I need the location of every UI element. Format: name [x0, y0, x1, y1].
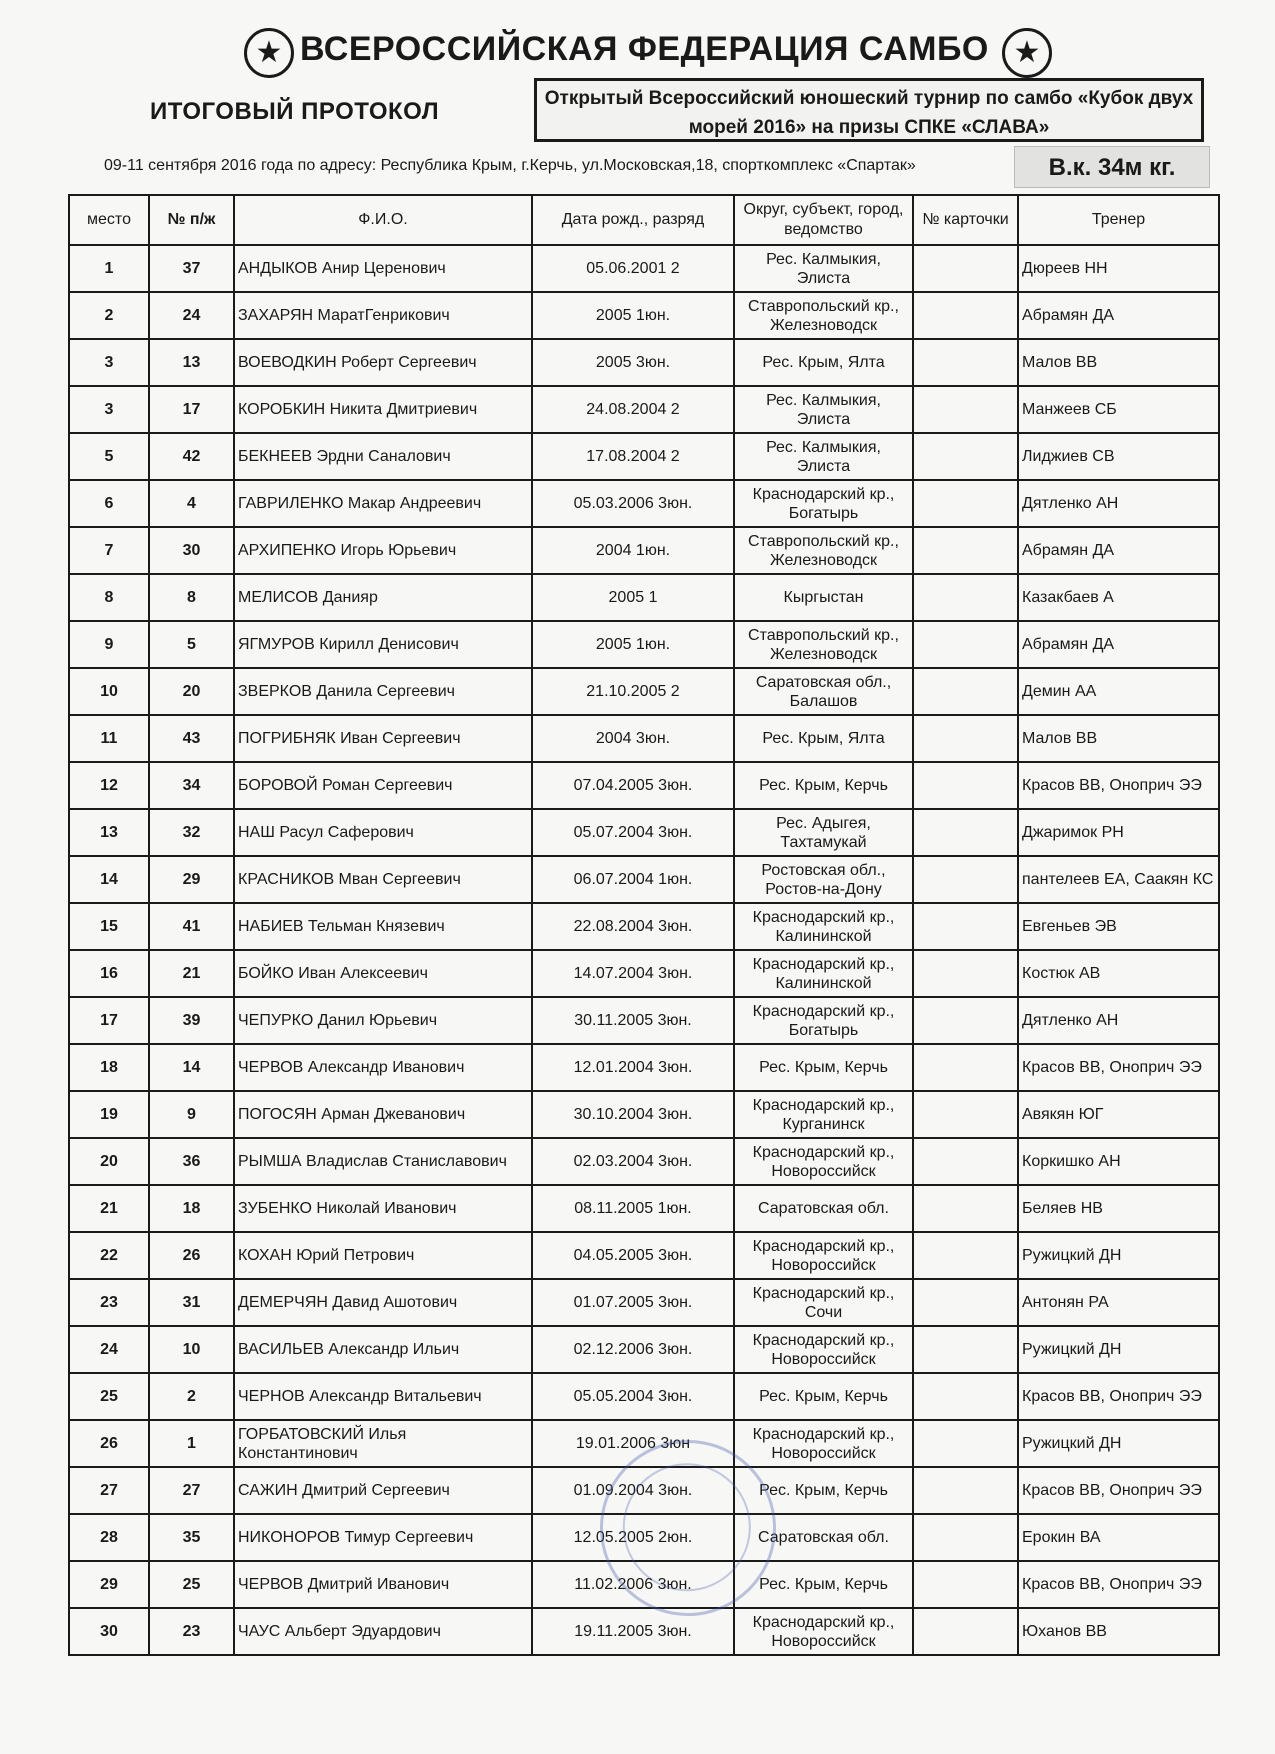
cell-num: 42	[149, 433, 234, 480]
cell-birth: 14.07.2004 3юн.	[532, 950, 734, 997]
cell-coach: Ружицкий ДН	[1018, 1326, 1219, 1373]
cell-birth: 2005 1	[532, 574, 734, 621]
cell-card	[913, 621, 1018, 668]
cell-num: 39	[149, 997, 234, 1044]
cell-name: ГАВРИЛЕНКО Макар Андреевич	[234, 480, 532, 527]
cell-num: 20	[149, 668, 234, 715]
cell-card	[913, 950, 1018, 997]
cell-place: 26	[69, 1420, 149, 1467]
table-row	[69, 339, 1219, 386]
cell-region: Рес. Крым, Керчь	[734, 762, 913, 809]
weight-category: В.к. 34м кг.	[1014, 146, 1210, 188]
cell-place: 28	[69, 1514, 149, 1561]
table-row	[69, 245, 1219, 292]
cell-coach: Лиджиев СВ	[1018, 433, 1219, 480]
cell-coach: Антонян РА	[1018, 1279, 1219, 1326]
cell-card	[913, 1091, 1018, 1138]
cell-num: 4	[149, 480, 234, 527]
cell-card	[913, 668, 1018, 715]
cell-place: 10	[69, 668, 149, 715]
cell-name: ЧЕПУРКО Данил Юрьевич	[234, 997, 532, 1044]
cell-card	[913, 1420, 1018, 1467]
cell-name: ПОГРИБНЯК Иван Сергеевич	[234, 715, 532, 762]
cell-region: Краснодарский кр., Новороссийск	[734, 1326, 913, 1373]
cell-region: Рес. Крым, Керчь	[734, 1044, 913, 1091]
table-row	[69, 809, 1219, 856]
cell-birth: 04.05.2005 3юн.	[532, 1232, 734, 1279]
cell-birth: 17.08.2004 2	[532, 433, 734, 480]
cell-birth: 2004 1юн.	[532, 527, 734, 574]
cell-coach: Коркишко АН	[1018, 1138, 1219, 1185]
table-row	[69, 1091, 1219, 1138]
table-row	[69, 1138, 1219, 1185]
cell-num: 25	[149, 1561, 234, 1608]
cell-card	[913, 292, 1018, 339]
cell-name: ПОГОСЯН Арман Джеванович	[234, 1091, 532, 1138]
cell-name: ЧЕРВОВ Александр Иванович	[234, 1044, 532, 1091]
cell-name: НАШ Расул Сaферович	[234, 809, 532, 856]
federation-title: ВСЕРОССИЙСКАЯ ФЕДЕРАЦИЯ САМБО	[300, 30, 989, 68]
cell-birth: 06.07.2004 1юн.	[532, 856, 734, 903]
cell-card	[913, 1608, 1018, 1655]
cell-name: ЧЕРНОВ Александр Витальевич	[234, 1373, 532, 1420]
cell-region: Краснодарский кр., Новороссийск	[734, 1232, 913, 1279]
cell-place: 9	[69, 621, 149, 668]
cell-coach: Абрамян ДА	[1018, 527, 1219, 574]
cell-name: БОЙКО Иван Алексеевич	[234, 950, 532, 997]
cell-name: РЫМША Владислав Станиславович	[234, 1138, 532, 1185]
cell-name: ЧАУС Альберт Эдуардович	[234, 1608, 532, 1655]
cell-coach: Демин АА	[1018, 668, 1219, 715]
cell-card	[913, 1279, 1018, 1326]
cell-birth: 07.04.2005 3юн.	[532, 762, 734, 809]
cell-region: Рес. Адыгея, Тахтамукай	[734, 809, 913, 856]
cell-card	[913, 1326, 1018, 1373]
table-row	[69, 1185, 1219, 1232]
cell-card	[913, 856, 1018, 903]
cell-coach: Дятленко АН	[1018, 480, 1219, 527]
cell-region: Краснодарский кр., Новороссийск	[734, 1608, 913, 1655]
cell-num: 18	[149, 1185, 234, 1232]
tournament-line: морей 2016» на призы СПКЕ «СЛАВА»	[688, 117, 1050, 138]
cell-coach: Евгеньев ЭВ	[1018, 903, 1219, 950]
cell-coach: Абрамян ДА	[1018, 292, 1219, 339]
cell-coach: Ружицкий ДН	[1018, 1420, 1219, 1467]
cell-birth: 21.10.2005 2	[532, 668, 734, 715]
cell-place: 15	[69, 903, 149, 950]
cell-place: 7	[69, 527, 149, 574]
cell-place: 5	[69, 433, 149, 480]
cell-place: 19	[69, 1091, 149, 1138]
cell-card	[913, 1373, 1018, 1420]
cell-birth: 11.02.2006 3юн.	[532, 1561, 734, 1608]
cell-region: Рес. Крым, Керчь	[734, 1373, 913, 1420]
cell-card	[913, 245, 1018, 292]
cell-card	[913, 762, 1018, 809]
cell-num: 34	[149, 762, 234, 809]
cell-region: Ставропольский кр., Железноводск	[734, 621, 913, 668]
cell-birth: 2004 3юн.	[532, 715, 734, 762]
cell-card	[913, 1138, 1018, 1185]
cell-place: 13	[69, 809, 149, 856]
cell-coach: Казакбаев А	[1018, 574, 1219, 621]
cell-place: 1	[69, 245, 149, 292]
cell-card	[913, 574, 1018, 621]
cell-coach: Абрамян ДА	[1018, 621, 1219, 668]
cell-num: 37	[149, 245, 234, 292]
cell-birth: 08.11.2005 1юн.	[532, 1185, 734, 1232]
cell-region: Краснодарский кр., Новороссийск	[734, 1138, 913, 1185]
cell-num: 41	[149, 903, 234, 950]
cell-name: ГОРБАТОВСКИЙ Илья Константинович	[234, 1420, 532, 1467]
cell-place: 3	[69, 339, 149, 386]
cell-birth: 30.10.2004 3юн.	[532, 1091, 734, 1138]
cell-place: 11	[69, 715, 149, 762]
cell-card	[913, 1514, 1018, 1561]
cell-num: 21	[149, 950, 234, 997]
cell-coach: Дятленко АН	[1018, 997, 1219, 1044]
cell-coach: Красов ВВ, Оноприч ЭЭ	[1018, 1467, 1219, 1514]
cell-num: 2	[149, 1373, 234, 1420]
col-header-number: № п/ж	[149, 195, 234, 245]
cell-name: ЧЕРВОВ Дмитрий Иванович	[234, 1561, 532, 1608]
cell-birth: 01.07.2005 3юн.	[532, 1279, 734, 1326]
table-row	[69, 1608, 1219, 1655]
cell-coach: Дюреев НН	[1018, 245, 1219, 292]
table-row	[69, 668, 1219, 715]
cell-card	[913, 386, 1018, 433]
cell-num: 5	[149, 621, 234, 668]
cell-card	[913, 527, 1018, 574]
table-header-row	[69, 195, 1219, 245]
cell-name: ВОЕВОДКИН Роберт Сергеевич	[234, 339, 532, 386]
col-header-card: № карточки	[913, 195, 1018, 245]
table-row	[69, 433, 1219, 480]
cell-num: 17	[149, 386, 234, 433]
cell-coach: Авякян ЮГ	[1018, 1091, 1219, 1138]
cell-region: Рес. Калмыкия, Элиста	[734, 245, 913, 292]
cell-region: Рес. Крым, Керчь	[734, 1467, 913, 1514]
cell-name: НИКОНОРОВ Тимур Сергеевич	[234, 1514, 532, 1561]
table-row	[69, 527, 1219, 574]
table-row	[69, 292, 1219, 339]
cell-name: НАБИЕВ Тельман Князевич	[234, 903, 532, 950]
cell-birth: 19.01.2006 3юн	[532, 1420, 734, 1467]
cell-name: МЕЛИСОВ Данияр	[234, 574, 532, 621]
cell-num: 10	[149, 1326, 234, 1373]
cell-region: Кыргыстан	[734, 574, 913, 621]
cell-num: 26	[149, 1232, 234, 1279]
cell-name: САЖИН Дмитрий Сергеевич	[234, 1467, 532, 1514]
cell-region: Рес. Калмыкия, Элиста	[734, 433, 913, 480]
cell-birth: 22.08.2004 3юн.	[532, 903, 734, 950]
cell-region: Саратовская обл.	[734, 1514, 913, 1561]
table-row	[69, 574, 1219, 621]
cell-num: 23	[149, 1608, 234, 1655]
cell-name: КРАСНИКОВ Мван Сергеевич	[234, 856, 532, 903]
cell-birth: 12.05.2005 2юн.	[532, 1514, 734, 1561]
cell-card	[913, 1467, 1018, 1514]
table-row	[69, 1044, 1219, 1091]
star-emblem-icon: ★	[1002, 28, 1052, 78]
cell-num: 24	[149, 292, 234, 339]
cell-place: 12	[69, 762, 149, 809]
cell-coach: Красов ВВ, Оноприч ЭЭ	[1018, 1044, 1219, 1091]
cell-name: ЗВЕРКОВ Данила Сергеевич	[234, 668, 532, 715]
cell-region: Краснодарский кр., Новороссийск	[734, 1420, 913, 1467]
cell-card	[913, 339, 1018, 386]
cell-card	[913, 1561, 1018, 1608]
cell-place: 23	[69, 1279, 149, 1326]
cell-region: Саратовская обл.	[734, 1185, 913, 1232]
cell-birth: 2005 1юн.	[532, 621, 734, 668]
cell-place: 17	[69, 997, 149, 1044]
cell-coach: пантелеев ЕА, Саакян КС	[1018, 856, 1219, 903]
cell-card	[913, 997, 1018, 1044]
cell-region: Рес. Крым, Ялта	[734, 339, 913, 386]
cell-coach: Ружицкий ДН	[1018, 1232, 1219, 1279]
tournament-line: Открытый Всероссийский юношеский турнир по самбо «Кубок двух	[544, 88, 1194, 109]
table-row	[69, 1232, 1219, 1279]
cell-name: ЗУБЕНКО Николай Иванович	[234, 1185, 532, 1232]
cell-region: Краснодарский кр., Богатырь	[734, 480, 913, 527]
table-row	[69, 762, 1219, 809]
cell-birth: 05.03.2006 3юн.	[532, 480, 734, 527]
cell-num: 1	[149, 1420, 234, 1467]
table-row	[69, 1326, 1219, 1373]
cell-place: 24	[69, 1326, 149, 1373]
cell-card	[913, 1232, 1018, 1279]
col-header-birth: Дата рожд., разряд	[532, 195, 734, 245]
cell-card	[913, 1044, 1018, 1091]
cell-region: Краснодарский кр., Калининской	[734, 903, 913, 950]
col-header-region: Округ, субъект, город, ведомство	[734, 195, 913, 245]
cell-card	[913, 809, 1018, 856]
cell-birth: 05.05.2004 3юн.	[532, 1373, 734, 1420]
cell-coach: Костюк АВ	[1018, 950, 1219, 997]
cell-num: 31	[149, 1279, 234, 1326]
table-row	[69, 997, 1219, 1044]
cell-place: 27	[69, 1467, 149, 1514]
cell-place: 25	[69, 1373, 149, 1420]
cell-num: 8	[149, 574, 234, 621]
cell-birth: 02.03.2004 3юн.	[532, 1138, 734, 1185]
cell-birth: 2005 1юн.	[532, 292, 734, 339]
table-row	[69, 715, 1219, 762]
table-row	[69, 621, 1219, 668]
cell-num: 9	[149, 1091, 234, 1138]
table-row	[69, 856, 1219, 903]
cell-place: 29	[69, 1561, 149, 1608]
cell-place: 18	[69, 1044, 149, 1091]
cell-birth: 12.01.2004 3юн.	[532, 1044, 734, 1091]
col-header-coach: Тренер	[1018, 195, 1219, 245]
cell-card	[913, 715, 1018, 762]
cell-num: 30	[149, 527, 234, 574]
cell-coach: Беляев НВ	[1018, 1185, 1219, 1232]
cell-birth: 05.06.2001 2	[532, 245, 734, 292]
table-row	[69, 950, 1219, 997]
cell-num: 14	[149, 1044, 234, 1091]
tournament-box	[534, 78, 1204, 142]
cell-region: Рес. Крым, Ялта	[734, 715, 913, 762]
cell-card	[913, 1185, 1018, 1232]
cell-num: 32	[149, 809, 234, 856]
cell-region: Ставропольский кр., Железноводск	[734, 292, 913, 339]
col-header-name: Ф.И.О.	[234, 195, 532, 245]
cell-birth: 05.07.2004 3юн.	[532, 809, 734, 856]
cell-coach: Ерокин ВА	[1018, 1514, 1219, 1561]
cell-place: 22	[69, 1232, 149, 1279]
cell-card	[913, 433, 1018, 480]
cell-place: 3	[69, 386, 149, 433]
cell-coach: Красов ВВ, Оноприч ЭЭ	[1018, 762, 1219, 809]
cell-coach: Красов ВВ, Оноприч ЭЭ	[1018, 1373, 1219, 1420]
cell-name: ДЕМЕРЧЯН Давид Ашотович	[234, 1279, 532, 1326]
cell-region: Рес. Калмыкия, Элиста	[734, 386, 913, 433]
cell-place: 20	[69, 1138, 149, 1185]
cell-place: 8	[69, 574, 149, 621]
cell-birth: 24.08.2004 2	[532, 386, 734, 433]
cell-place: 16	[69, 950, 149, 997]
cell-birth: 19.11.2005 3юн.	[532, 1608, 734, 1655]
cell-name: ВАСИЛЬЕВ Александр Ильич	[234, 1326, 532, 1373]
cell-num: 36	[149, 1138, 234, 1185]
date-location: 09-11 сентября 2016 года по адресу: Республика Крым, г.Керчь, ул.Московская,18, спорткомплекс «Спартак»	[104, 157, 916, 174]
table-row	[69, 480, 1219, 527]
cell-name: КОХАН Юрий Петрович	[234, 1232, 532, 1279]
table-row	[69, 386, 1219, 433]
cell-region: Рес. Крым, Керчь	[734, 1561, 913, 1608]
col-header-place: место	[69, 195, 149, 245]
cell-region: Краснодарский кр., Богатырь	[734, 997, 913, 1044]
star-emblem-icon: ★	[244, 28, 294, 78]
cell-name: БЕКНЕЕВ Эрдни Саналович	[234, 433, 532, 480]
cell-coach: Красов ВВ, Оноприч ЭЭ	[1018, 1561, 1219, 1608]
cell-num: 29	[149, 856, 234, 903]
table-row	[69, 1279, 1219, 1326]
cell-num: 13	[149, 339, 234, 386]
cell-coach: Джаримок РН	[1018, 809, 1219, 856]
table-row	[69, 903, 1219, 950]
cell-place: 2	[69, 292, 149, 339]
cell-birth: 2005 3юн.	[532, 339, 734, 386]
cell-name: АНДЫКОВ Анир Церенович	[234, 245, 532, 292]
cell-region: Краснодарский кр., Курганинск	[734, 1091, 913, 1138]
cell-num: 27	[149, 1467, 234, 1514]
cell-place: 30	[69, 1608, 149, 1655]
cell-name: КОРОБКИН Никита Дмитриевич	[234, 386, 532, 433]
protocol-title: ИТОГОВЫЙ ПРОТОКОЛ	[150, 98, 440, 125]
cell-num: 35	[149, 1514, 234, 1561]
cell-region: Ростовская обл., Ростов-на-Дону	[734, 856, 913, 903]
cell-place: 14	[69, 856, 149, 903]
table-row	[69, 1373, 1219, 1420]
cell-coach: Манжеев СБ	[1018, 386, 1219, 433]
cell-region: Краснодарский кр., Калининской	[734, 950, 913, 997]
cell-coach: Юханов ВВ	[1018, 1608, 1219, 1655]
results-table	[68, 194, 1220, 1656]
cell-birth: 30.11.2005 3юн.	[532, 997, 734, 1044]
cell-place: 21	[69, 1185, 149, 1232]
cell-name: БОРОВОЙ Роман Сергеевич	[234, 762, 532, 809]
cell-region: Краснодарский кр., Сочи	[734, 1279, 913, 1326]
cell-coach: Малов ВВ	[1018, 339, 1219, 386]
cell-birth: 01.09.2004 3юн.	[532, 1467, 734, 1514]
cell-region: Саратовская обл., Балашов	[734, 668, 913, 715]
cell-card	[913, 903, 1018, 950]
cell-name: ЯГМУРОВ Кирилл Денисович	[234, 621, 532, 668]
cell-card	[913, 480, 1018, 527]
cell-coach: Малов ВВ	[1018, 715, 1219, 762]
cell-name: ЗАХАРЯН МаратГенрикович	[234, 292, 532, 339]
cell-num: 43	[149, 715, 234, 762]
cell-region: Ставропольский кр., Железноводск	[734, 527, 913, 574]
cell-name: АРХИПЕНКО Игорь Юрьевич	[234, 527, 532, 574]
cell-birth: 02.12.2006 3юн.	[532, 1326, 734, 1373]
cell-place: 6	[69, 480, 149, 527]
